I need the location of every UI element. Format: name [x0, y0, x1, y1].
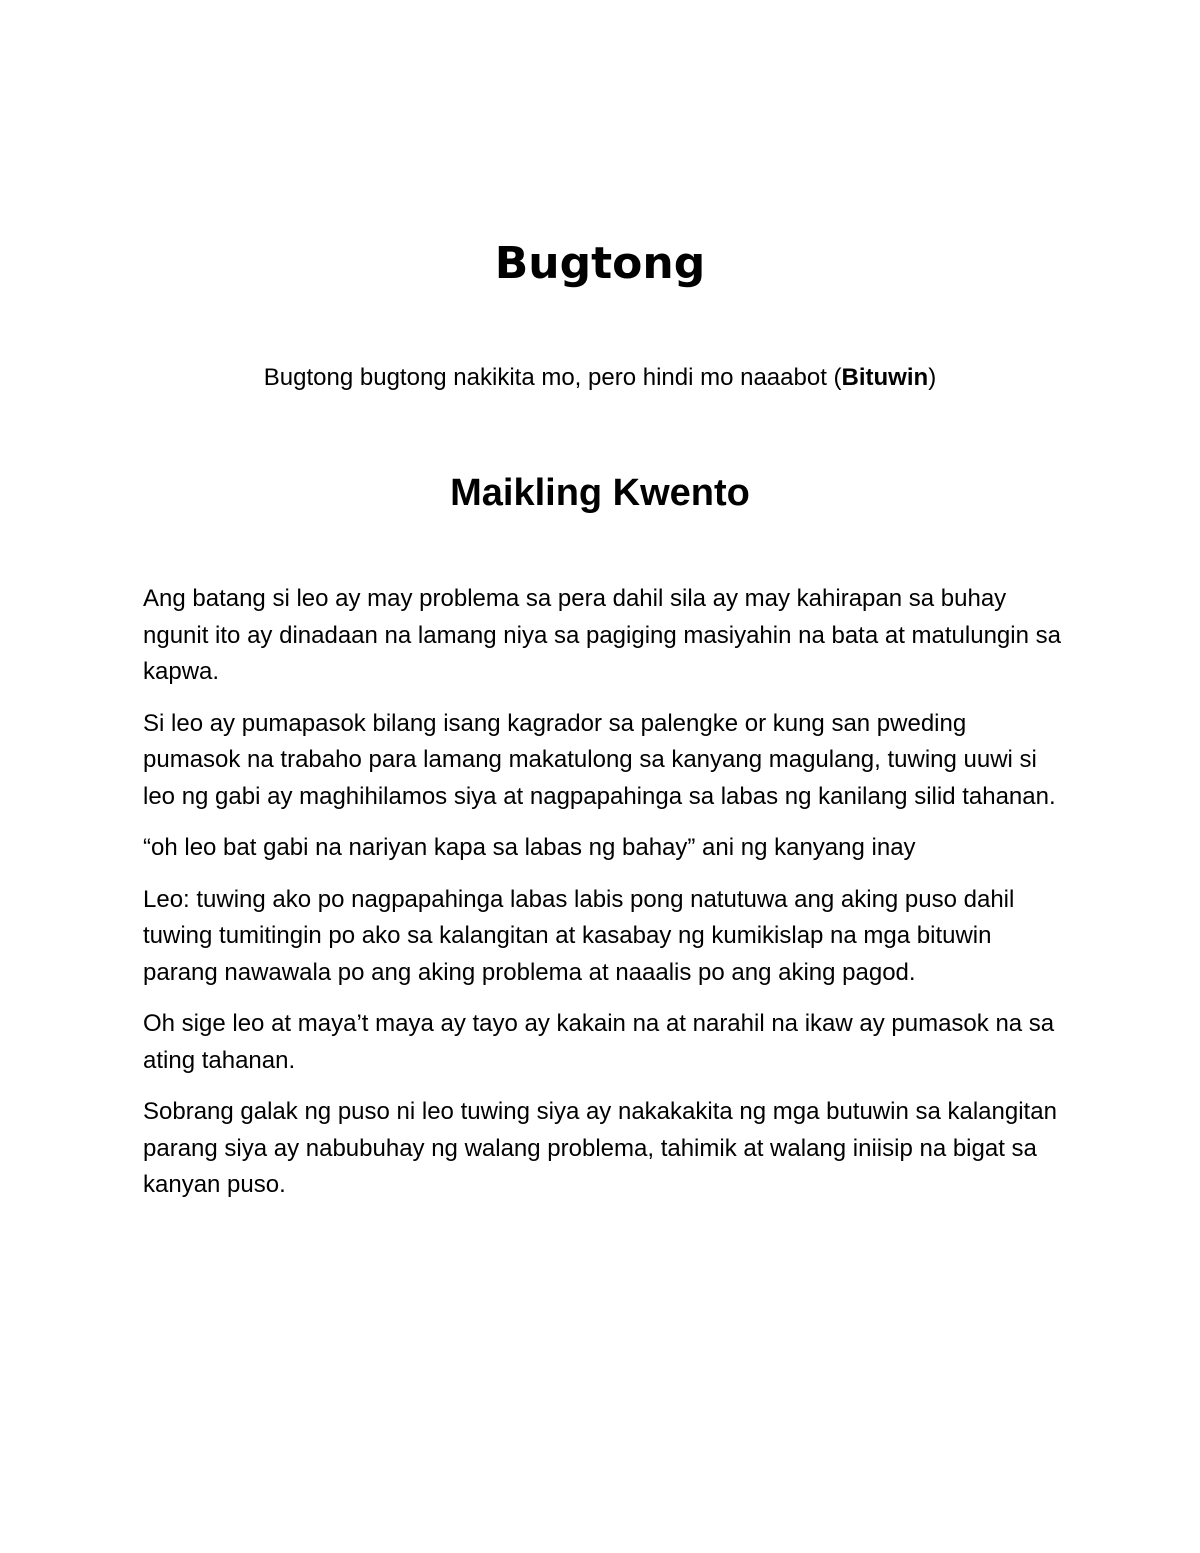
- riddle-open-paren: (: [833, 364, 842, 391]
- dialogue-paragraph: Oh sige leo at maya’t maya ay tayo ay kakain na at narahil na ikaw ay pumasok na sa ating tahanan.: [143, 1010, 1055, 1074]
- dialogue-paragraph: “oh leo bat gabi na nariyan kapa sa labas ng bahay” ani ng kanyang inay: [143, 834, 916, 861]
- riddle-close-paren: ): [928, 364, 937, 391]
- story-body: [143, 581, 1063, 1219]
- dialogue-paragraph: Leo: tuwing ako po nagpapahinga labas labis pong natutuwa ang aking puso dahil tuwing tumitingin po ako sa kalangitan at kasabay ng kumikislap na mga bituwin parang nawawala po ang aking problema at naaalis po ang aking pagod.: [143, 885, 1015, 986]
- section-title: Maikling Kwento: [450, 472, 750, 514]
- riddle-text: Bugtong bugtong nakikita mo, pero hindi mo naaabot: [263, 364, 834, 391]
- riddle-answer: Bituwin: [841, 364, 929, 391]
- story-paragraph: Si leo ay pumapasok bilang isang kagrador sa palengke or kung san pweding pumasok na trabaho para lamang makatulong sa kanyang magulang, tuwing uuwi si leo ng gabi ay maghihilamos siya at nagpapahinga sa labas ng kanilang silid tahanan.: [143, 709, 1056, 810]
- story-paragraph: Ang batang si leo ay may problema sa pera dahil sila ay may kahirapan sa buhay ngunit ito ay dinadaan na lamang niya sa pagiging masiyahin na bata at matulungin sa kapwa.: [143, 585, 1061, 685]
- story-paragraph: Sobrang galak ng puso ni leo tuwing siya ay nakakakita ng mga butuwin sa kalangitan parang siya ay nabubuhay ng walang problema, tahimik at walang iniisip na bigat sa kanyan puso.: [143, 1098, 1057, 1198]
- riddle-line: [0, 362, 1200, 394]
- page-title: Bugtong: [494, 238, 706, 289]
